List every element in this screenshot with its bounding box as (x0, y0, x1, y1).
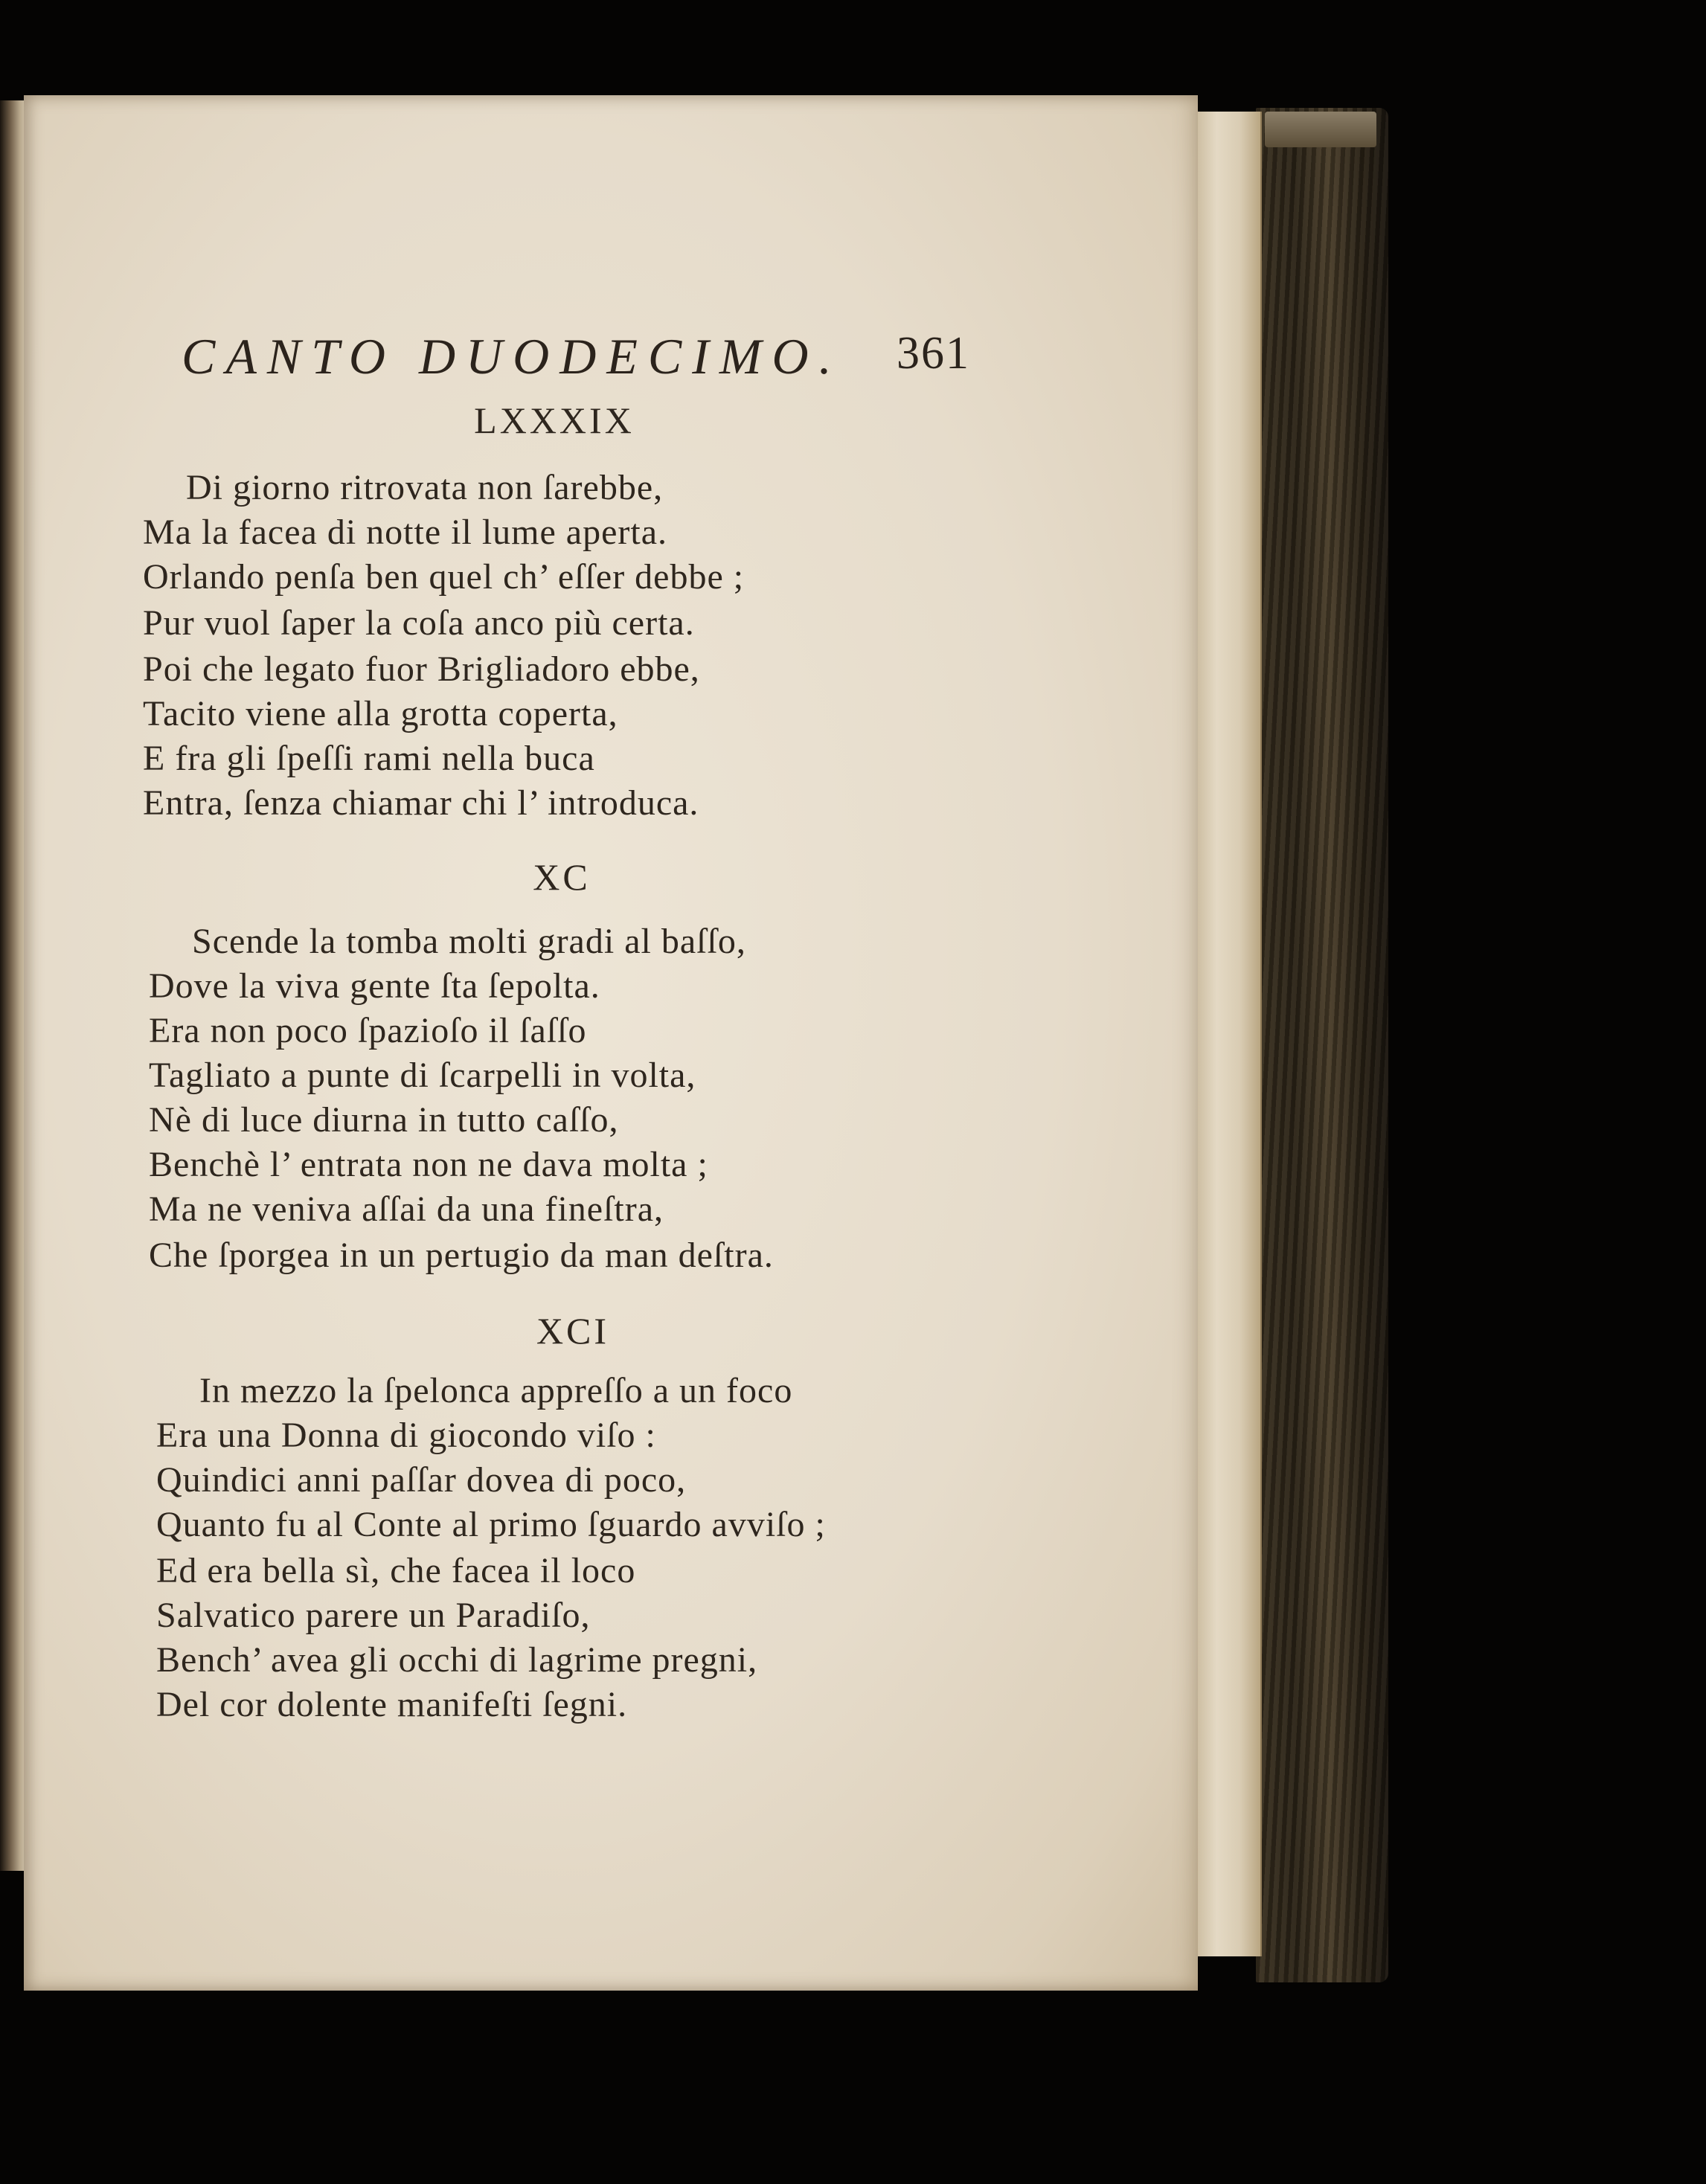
verse-line: Quanto fu al Conte al primo ſguardo avviſo ; (156, 1505, 826, 1544)
verse-line: Del cor dolente manifeſti ſegni. (156, 1685, 628, 1724)
verse-line: Tacito viene alla grotta coperta, (143, 694, 618, 733)
stanza-numeral: XCI (536, 1310, 610, 1352)
verse-line: Che ſporgea in un pertugio da man deſtra. (149, 1236, 774, 1275)
verse-line: Orlando penſa ben quel ch’ eſſer debbe ; (143, 557, 745, 597)
verse-line: Ed era bella sì, che facea il loco (156, 1551, 636, 1590)
running-head (182, 327, 970, 394)
canto-title: CANTO DUODECIMO. (182, 328, 842, 385)
verse-line: In mezzo la ſpelonca appreſſo a un foco (199, 1371, 793, 1410)
page-stack-edge (1193, 112, 1262, 1956)
verse-line: Quindici anni paſſar dovea di poco, (156, 1460, 687, 1500)
verse-line: Era non poco ſpazioſo il ſaſſo (149, 1011, 587, 1050)
verse-line: Ma la facea di notte il lume aperta. (143, 513, 668, 552)
verse-line: Salvatico parere un Paradiſo, (156, 1596, 591, 1635)
verse-line: Era una Donna di giocondo viſo : (156, 1416, 656, 1455)
verse-line: Ma ne veniva aſſai da una fineſtra, (149, 1189, 664, 1229)
stanza-numeral: XC (533, 856, 591, 898)
verse-line: Bench’ avea gli occhi di lagrime pregni, (156, 1640, 758, 1680)
verse-line: Di giorno ritrovata non ſarebbe, (186, 468, 664, 507)
verse-line: Benchè l’ entrata non ne dava molta ; (149, 1145, 708, 1184)
verse-line: E fra gli ſpeſſi rami nella buca (143, 739, 595, 778)
verse-line: Pur vuol ſaper la coſa anco più certa. (143, 603, 695, 643)
verse-line: Nè di luce diurna in tutto caſſo, (149, 1100, 619, 1140)
verse-line: Scende la tomba molti gradi al baſſo, (192, 922, 746, 961)
verse-line: Dove la viva gente ſta ſepolta. (149, 966, 600, 1006)
spine-band (1265, 112, 1376, 147)
stanza-numeral: LXXXIX (474, 399, 635, 441)
verse-line: Tagliato a punte di ſcarpelli in volta, (149, 1056, 696, 1095)
verse-line: Entra, ſenza chiamar chi l’ introduca. (143, 783, 699, 823)
page-number: 361 (897, 328, 970, 379)
verse-line: Poi che legato fuor Brigliadoro ebbe, (143, 649, 700, 689)
book-spine (1256, 108, 1388, 1982)
